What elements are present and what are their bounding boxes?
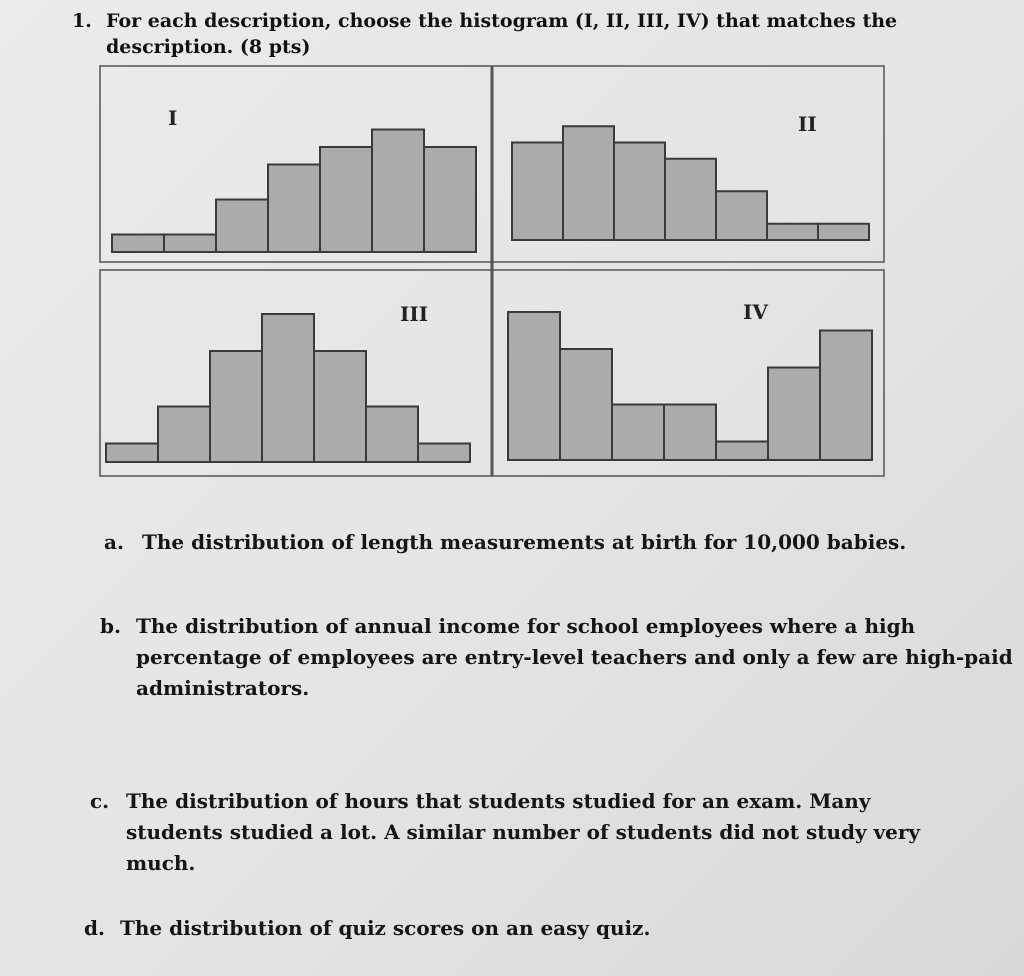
histogram-2-bar-4 [665,159,716,240]
histogram-3-bar-3 [210,351,262,462]
histogram-4-bar-2 [560,349,612,460]
histogram-1-bar-7 [424,147,476,252]
histogram-3-bar-2 [158,407,210,463]
histogram-4-bar-6 [768,368,820,461]
histogram-2-bar-5 [716,191,767,240]
histogram-4-bar-5 [716,442,768,461]
question-number: 1. [72,10,92,32]
histogram-label-1: I [168,106,178,130]
histogram-3-bar-6 [366,407,418,463]
histogram-1-bar-3 [216,200,268,253]
question-text: For each description, choose the histogram (I, II, III, IV) that matches the description. (8 pts) [106,10,898,58]
histogram-3-bar-4 [262,314,314,462]
part-b-text: The distribution of annual income for school employees where a high percentage of employees are entry-level teachers and only a few are high-paid administrators. [136,614,1013,700]
histogram-3-bar-5 [314,351,366,462]
histogram-3-bar-1 [106,444,158,463]
histogram-4-bar-1 [508,312,560,460]
histogram-1-bar-1 [112,235,164,253]
histogram-1-bar-5 [320,147,372,252]
histogram-2-bar-3 [614,143,665,241]
part-a-text: The distribution of length measurements at birth for 10,000 babies. [142,530,907,554]
histogram-figure [98,64,888,482]
histogram-1-bar-6 [372,130,424,253]
histogram-1-bar-2 [164,235,216,253]
histogram-panels [98,64,888,482]
part-c-letter: c. [90,789,110,813]
histogram-label-4: IV [743,300,768,324]
histogram-4-bar-4 [664,405,716,461]
part-d-text: The distribution of quiz scores on an easy quiz. [120,916,651,940]
part-b-letter: b. [100,614,121,638]
part-c-text: The distribution of hours that students studied for an exam. Many students studied a lot. A similar number of students did not study very much. [126,789,921,875]
histogram-2-bar-1 [512,143,563,241]
histogram-label-3: III [400,302,429,326]
histogram-3-bar-7 [418,444,470,463]
histogram-1-bar-4 [268,165,320,253]
histogram-label-2: II [798,112,817,136]
histogram-2-bar-6 [767,224,818,240]
histogram-4-bar-7 [820,331,872,461]
histogram-2-bar-7 [818,224,869,240]
part-d-letter: d. [84,916,105,940]
histogram-4-bar-3 [612,405,664,461]
histogram-2-bar-2 [563,126,614,240]
part-a-letter: a. [104,530,124,554]
